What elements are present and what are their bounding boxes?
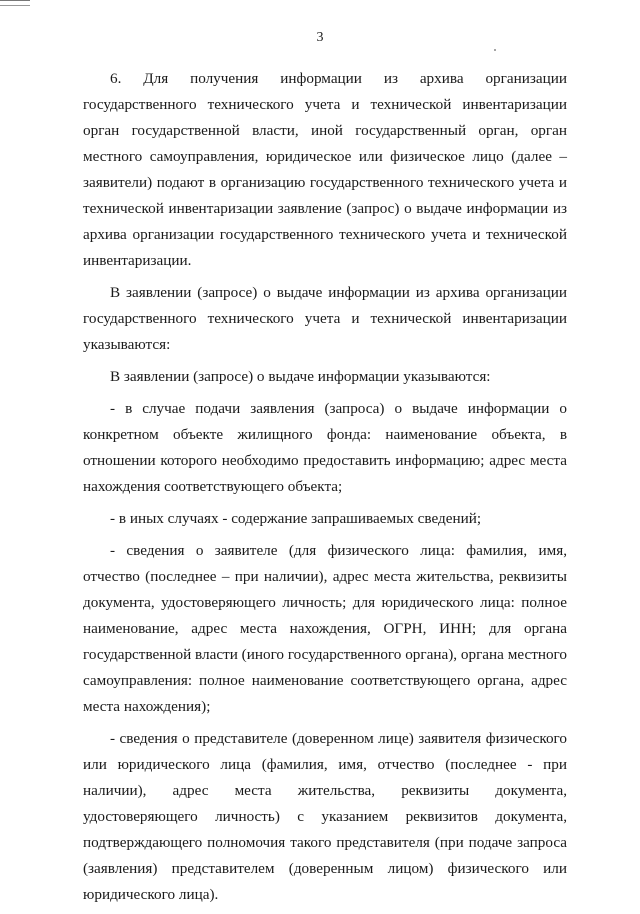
scan-corner-mark: [0, 0, 30, 6]
scan-speck: [494, 49, 496, 51]
list-item-applicant-info: - сведения о заявителе (для физического лица: фамилия, имя, отчество (последнее – при наличии), адрес места жительства, реквизиты документа, удостоверяющего личность; для юридического лица: полное наименование, адрес места нахождения, ОГРН, ИНН; для органа государственной власти (иного государственного органа), органа местного самоуправления: полное наименование соответствующего органа, адрес места нахождения);: [83, 542, 567, 715]
page-number: 3: [316, 30, 324, 45]
paragraph-request-contents-intro: В заявлении (запросе) о выдаче информации из архива организации государственного технического учета и технической инвентаризации указываются:: [83, 284, 567, 353]
paragraph-archive-request: 6. Для получения информации из архива организации государственного технического учета и технической инвентаризации орган государственной власти, иной государственный орган, орган местного самоуправления, юридическое или физическое лицо (далее – заявители) подают в организацию государственного технического учета и технической инвентаризации заявление (запрос) о выдаче информации из архива организации государственного технического учета и технической инвентаризации.: [83, 70, 567, 269]
list-item-representative-info: - сведения о представителе (доверенном лице) заявителя физического или юридического лица (фамилия, имя, отчество (последнее - при наличии), адрес места жительства, реквизиты документа, удостоверяющего личность) с указанием реквизитов документа, подтверждающего полномочия такого представителя (при подаче запроса (заявления) представителем (доверенным лицом) физического или юридического лица).: [83, 730, 567, 903]
paragraph-request-contents-short: В заявлении (запросе) о выдаче информации указываются:: [110, 368, 491, 385]
list-item-housing-object: - в случае подачи заявления (запроса) о выдаче информации о конкретном объекте жилищного фонда: наименование объекта, в отношении которого необходимо предоставить информацию; адрес места нахождения соответствующего объекта;: [83, 400, 567, 495]
document-body: [83, 66, 567, 914]
list-item-other-cases: - в иных случаях - содержание запрашиваемых сведений;: [110, 510, 482, 527]
